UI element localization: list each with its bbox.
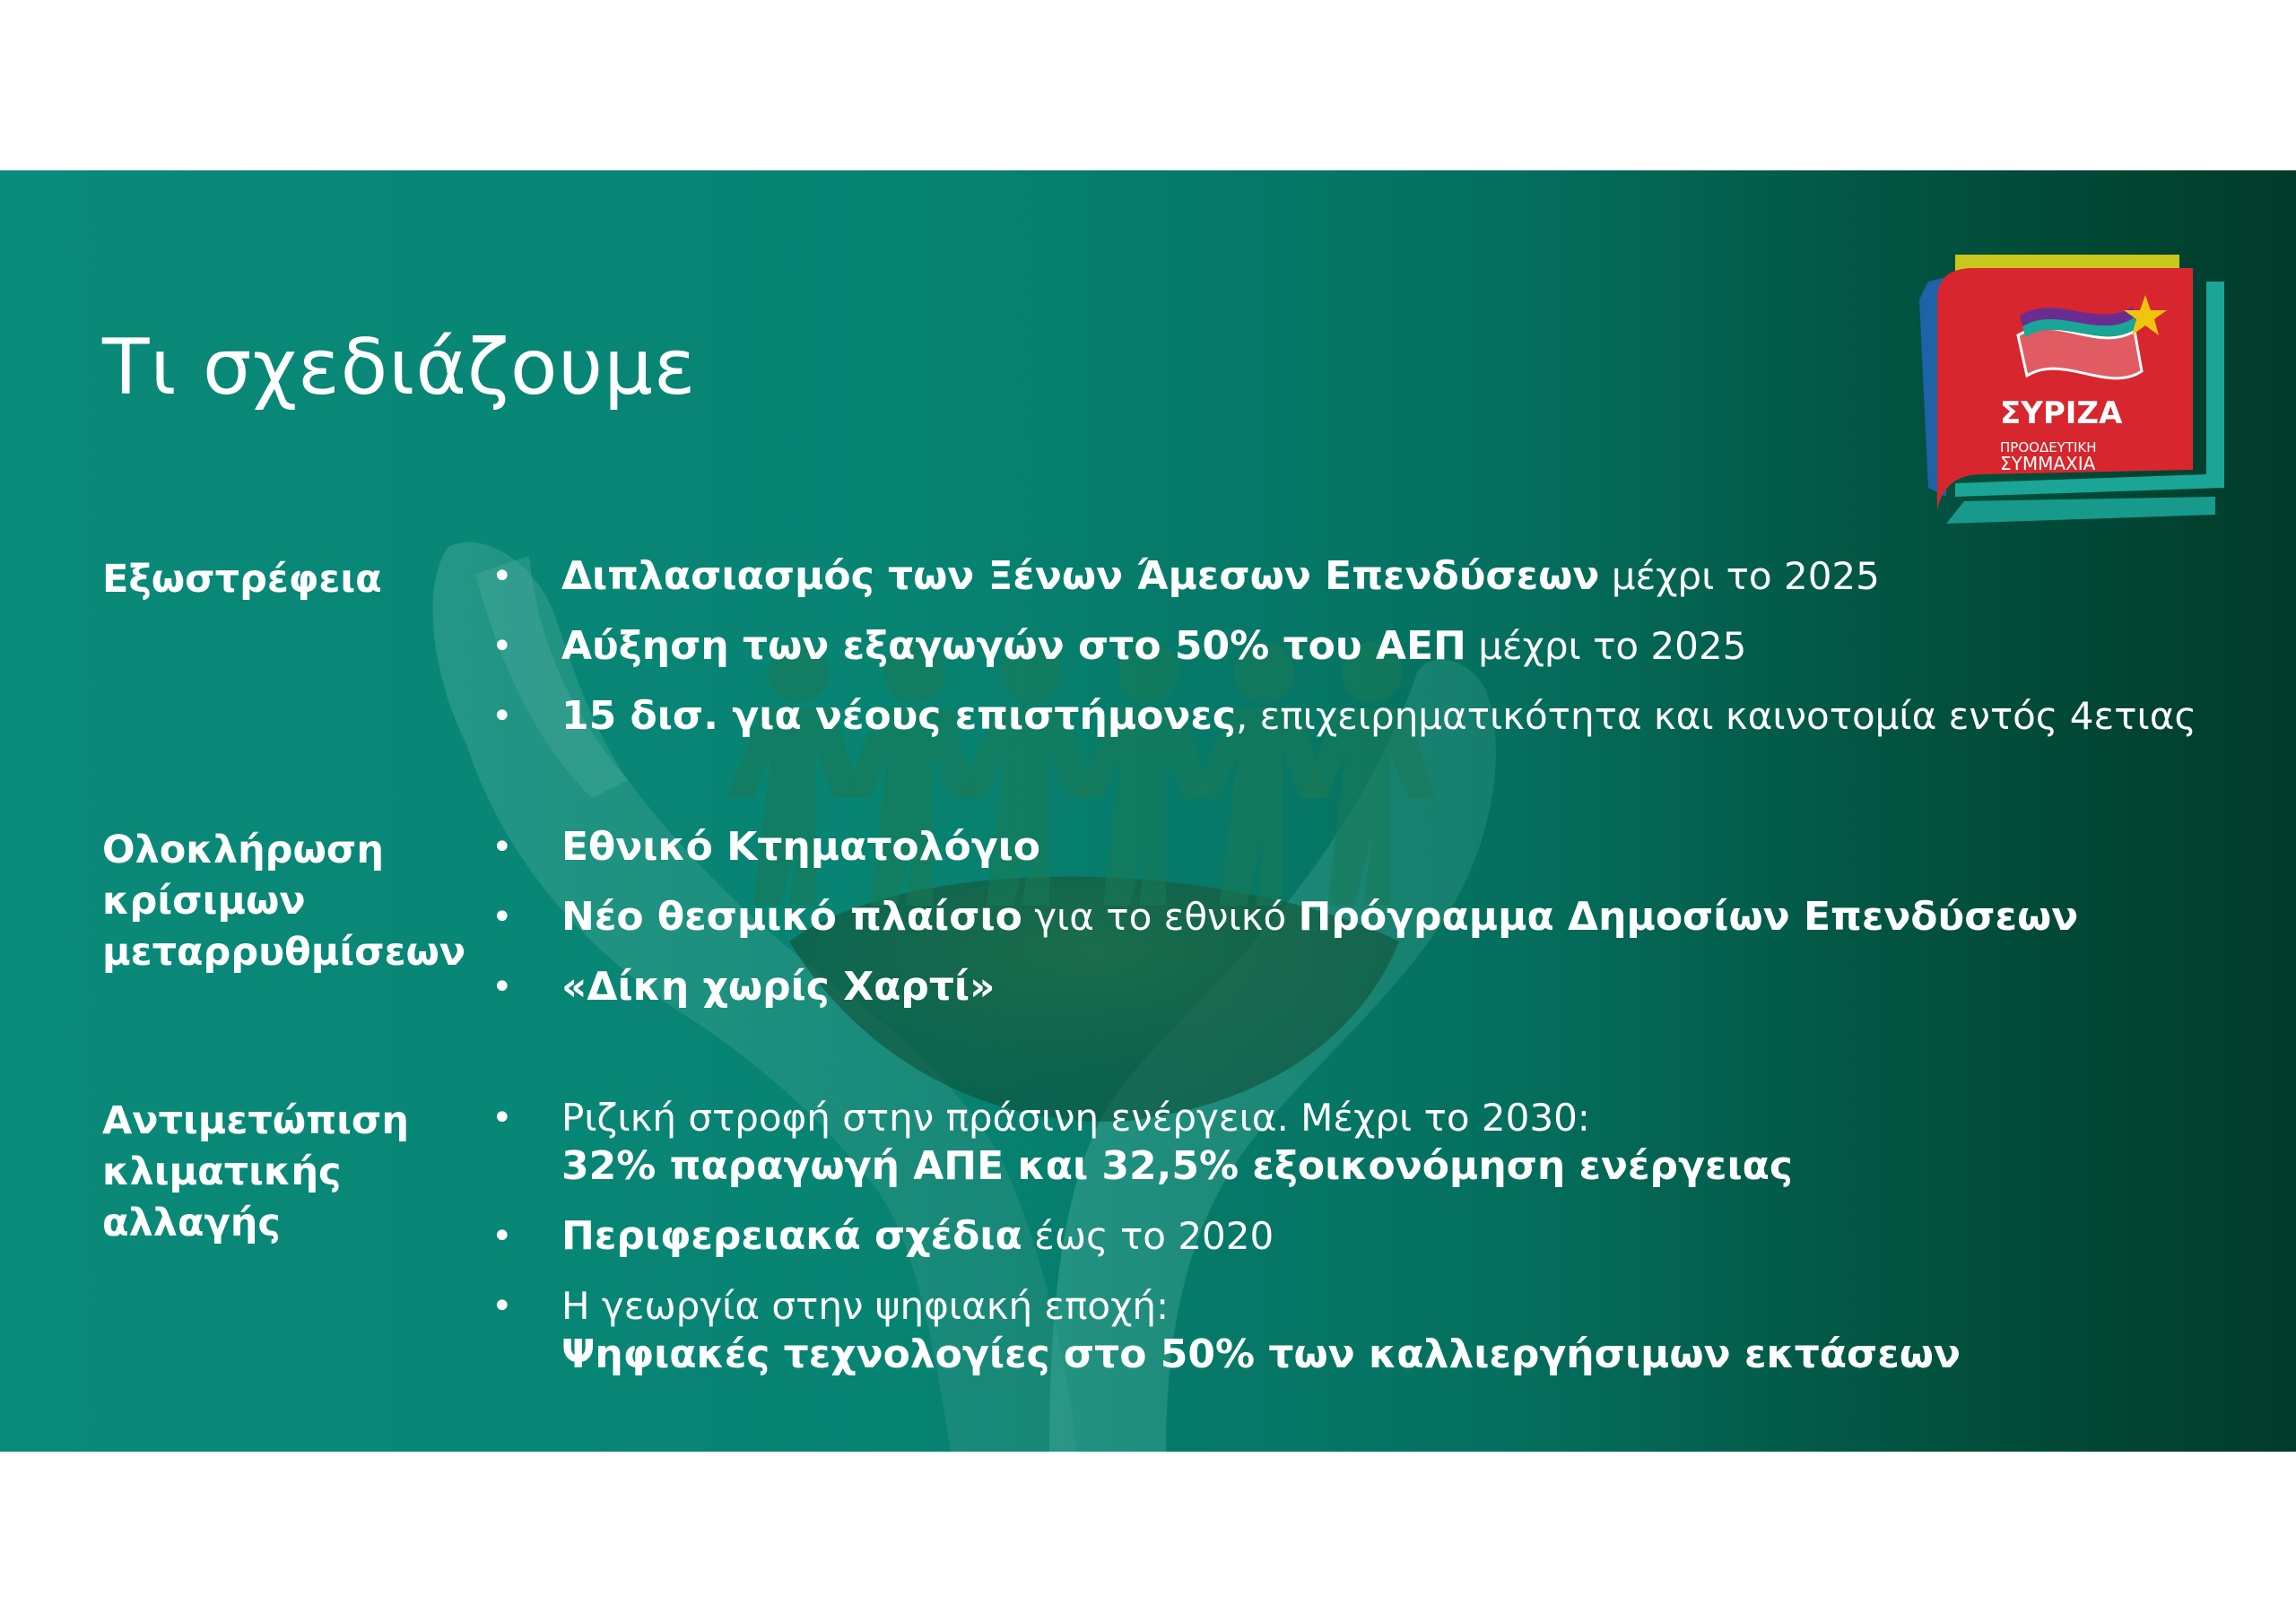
logo-name: ΣΥΡΙΖΑ (2000, 395, 2123, 431)
item-bold-text: Αύξηση των εξαγωγών στο 50% του ΑΕΠ (561, 623, 1466, 669)
item-regular-text: Η γεωργία στην ψηφιακή εποχή: (561, 1284, 1170, 1328)
slide-title: Τι σχεδιάζουμε (102, 323, 697, 412)
bullet-icon: • (491, 897, 513, 938)
section-label-exostrefeia: Εξωστρέφεια (102, 557, 382, 602)
syriza-flag-star-icon (2018, 328, 2142, 378)
item-bold-text: Εθνικό Κτηματολόγιο (561, 824, 1041, 870)
item-regular-text: μέχρι το 2025 (1599, 554, 1880, 598)
section-label-klimatiki-allagi: Αντιμετώπιση κλιματικής αλλαγής (102, 1098, 410, 1245)
bullet-icon: • (491, 827, 513, 868)
bullet-icon: • (491, 1286, 513, 1327)
item-bold-text: Νέο θεσμικό πλαίσιο (561, 894, 1022, 940)
bullet-icon: • (491, 696, 513, 737)
bullet-icon: • (491, 967, 513, 1008)
syriza-logo (1910, 228, 2233, 533)
bullet-icon: • (491, 1097, 513, 1139)
item-regular-text: μέχρι το 2025 (1465, 624, 1747, 668)
bullet-icon: • (491, 556, 513, 597)
logo-subtitle-line1: ΠΡΟΟΔΕΥΤΙΚΗ (2000, 439, 2097, 455)
section-items-klimatiki-allagi (491, 1094, 1961, 1401)
item-bold-text: 32% παραγωγή ΑΠΕ και 32,5% εξοικονόμηση ενέργειας (561, 1143, 1793, 1189)
logo-subtitle-line2: ΣΥΜΜΑΧΙΑ (2000, 453, 2096, 474)
item-bold-text: Περιφερειακά σχέδια (561, 1213, 1022, 1259)
list-item (491, 963, 2078, 1011)
list-item (491, 893, 2078, 941)
list-item (491, 692, 2196, 741)
section-items-metarrythmiseis (491, 823, 2078, 1033)
logo-teal-back (1946, 497, 2215, 524)
list-item (491, 1094, 1961, 1191)
item-regular-text: Ριζική στροφή στην πράσινη ενέργεια. Μέχρι το 2030: (561, 1096, 1590, 1140)
slide (0, 170, 2296, 1452)
item-bold-text: Διπλασιασμός των Ξένων Άμεσων Επενδύσεων (561, 553, 1600, 599)
bullet-icon: • (491, 626, 513, 667)
item-bold-text-2: Πρόγραμμα Δημοσίων Επενδύσεων (1298, 894, 2079, 940)
list-item (491, 622, 2196, 671)
item-regular-text: έως το 2020 (1022, 1214, 1274, 1258)
item-regular-text: , επιχειρηματικότητα και καινοτομία εντός 4ετιας (1235, 694, 2197, 738)
item-bold-text: 15 δισ. για νέους επιστήμονες (561, 693, 1236, 739)
section-label-metarrythmiseis: Ολοκλήρωση κρίσιμων μεταρρυθμίσεων (102, 828, 466, 975)
item-bold-text: «Δίκη χωρίς Χαρτί» (561, 964, 996, 1010)
list-item (491, 1282, 1961, 1379)
bullet-icon: • (491, 1216, 513, 1257)
list-item (491, 552, 2196, 601)
list-item (491, 1212, 1961, 1261)
item-bold-text: Ψηφιακές τεχνολογίες στο 50% των καλλιεργήσιμων εκτάσεων (561, 1331, 1961, 1377)
section-items-exostrefeia (491, 552, 2196, 762)
item-regular-text: για το εθνικό (1022, 895, 1299, 939)
list-item (491, 823, 2078, 872)
